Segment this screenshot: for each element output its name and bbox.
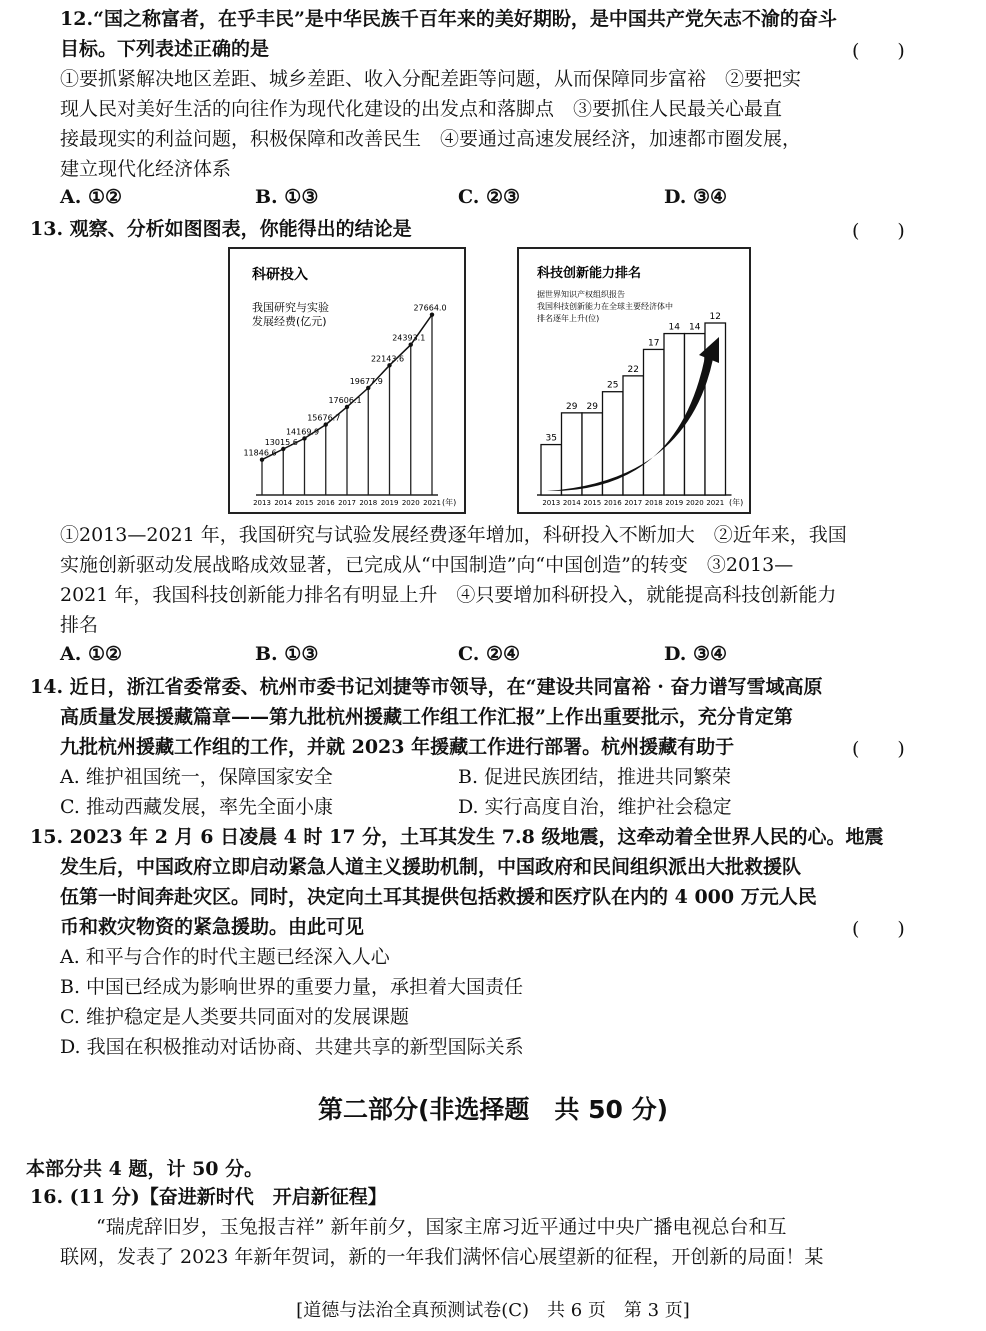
chart1-tick-2016: 2016	[316, 499, 335, 507]
chart2-title: 科技创新能力排名	[537, 266, 642, 281]
q15-line-4: 币和救灾物资的紧急援助。由此可见	[60, 916, 365, 938]
chart2-bar-2018	[644, 349, 665, 495]
chart1-tick-2018: 2018	[359, 499, 378, 507]
chart1-value-label-2019: 22143.6	[370, 354, 405, 364]
chart2-tick-2013: 2013	[542, 499, 561, 507]
chart1-value-label-2015: 14169.9	[285, 427, 320, 437]
chart2-value-label-2020: 14	[689, 322, 701, 333]
chart2-subtitle-2: 我国科技创新能力在全球主要经济体中	[537, 302, 673, 311]
q14-answer-paren: ( )	[852, 738, 905, 760]
chart1-value-label-2018: 19677.9	[349, 376, 383, 386]
q12-answer-paren: ( )	[852, 40, 905, 62]
chart2-value-label-2019: 14	[668, 322, 680, 333]
q13-option-c: C. ②④	[458, 643, 521, 665]
innovation-ranking-svg	[519, 249, 749, 512]
q13-option-d: D. ③④	[664, 643, 728, 665]
chart2-subtitle-1: 据世界知识产权组织报告	[537, 290, 625, 299]
chart1-tick-2021: 2021	[423, 499, 441, 507]
q15-line-2: 发生后，中国政府立即启动紧急人道主义援助机制，中国政府和民间组织派出大批救援队	[60, 856, 802, 878]
q15-option-d: D. 我国在积极推动对话协商、共建共享的新型国际关系	[60, 1036, 524, 1058]
chart2-tick-2016: 2016	[603, 499, 622, 507]
chart2-tick-2015: 2015	[583, 499, 602, 507]
chart1-tick-2013: 2013	[253, 499, 271, 507]
chart1-value-label-2021: 27664.0	[413, 303, 447, 313]
q15-line-1: 15. 2023 年 2 月 6 日凌晨 4 时 17 分，土耳其发生 7.8 级地震，这牵动着全世界人民的心。地震	[30, 826, 884, 848]
chart2-bar-2019	[664, 334, 685, 495]
chart1-value-label-2014: 13015.6	[264, 438, 298, 448]
q15-option-b: B. 中国已经成为影响世界的重要力量，承担着大国责任	[60, 976, 524, 998]
page-footer: [道德与法治全真预测试卷(C) 共 6 页 第 3 页]	[296, 1300, 690, 1321]
q14-option-b: B. 促进民族团结，推进共同繁荣	[458, 766, 732, 788]
chart2-tick-2019: 2019	[665, 499, 684, 507]
q13-line-1: ①2013—2021 年，我国研究与试验发展经费逐年增加，科研投入不断加大 ②近年来，我国	[60, 524, 847, 546]
chart2-tick-2017: 2017	[624, 499, 643, 507]
chart1-tick-2017: 2017	[338, 499, 356, 507]
chart2-xunit: (年)	[729, 498, 744, 507]
q13-option-a: A. ①②	[60, 643, 123, 665]
part2-intro: 本部分共 4 题，计 50 分。	[26, 1158, 264, 1180]
chart1-ylabel-line1: 我国研究与实验	[252, 301, 329, 314]
chart2-tick-2014: 2014	[562, 499, 581, 507]
chart2-value-label-2017: 22	[627, 364, 639, 375]
chart2-tick-2021: 2021	[706, 499, 725, 507]
chart1-tick-2015: 2015	[295, 499, 314, 507]
q12-line-1: 12.“国之称富者，在乎丰民”是中华民族千百年来的美好期盼，是中国共产党矢志不渝的奋斗	[60, 8, 837, 30]
q16-line-1: “瑞虎辞旧岁，玉兔报吉祥” 新年前夕，国家主席习近平通过中央广播电视总台和互	[96, 1216, 787, 1238]
q14-option-c: C. 推动西藏发展，率先全面小康	[60, 796, 333, 818]
q14-line-2: 高质量发展援藏篇章——第九批杭州援藏工作组工作汇报”上作出重要批示，充分肯定第	[60, 706, 793, 728]
q12-option-c: C. ②③	[458, 186, 521, 208]
part2-title: 第二部分(非选择题 共 50 分)	[317, 1095, 669, 1124]
chart1-value-label-2017: 17606.1	[328, 395, 362, 405]
chart2-bar-2017	[623, 376, 644, 495]
chart2-value-label-2016: 25	[607, 380, 619, 391]
q12-option-d: D. ③④	[664, 186, 728, 208]
chart1-value-label-2016: 15676.7	[307, 413, 341, 423]
q13-line-2: 实施创新驱动发展战略成效显著，已完成从“中国制造”向“中国创造”的转变 ③2013—	[60, 554, 794, 576]
q15-option-c: C. 维护稳定是人类要共同面对的发展课题	[60, 1006, 409, 1028]
innovation-ranking-chart	[517, 247, 751, 514]
chart2-tick-2020: 2020	[685, 499, 704, 507]
q16-line-2: 联网，发表了 2023 年新年贺词，新的一年我们满怀信心展望新的征程，开创新的局面！某	[60, 1246, 824, 1268]
chart1-ylabel-line2: 发展经费(亿元)	[252, 315, 327, 328]
q12-line-3: ①要抓紧解决地区差距、城乡差距、收入分配差距等问题，从而保障同步富裕 ②要把实	[60, 68, 802, 90]
research-investment-svg	[230, 249, 464, 512]
research-investment-chart	[228, 247, 466, 514]
q16-heading: 16. (11 分)【奋进新时代 开启新征程】	[30, 1186, 387, 1208]
q13-option-b: B. ①③	[255, 643, 319, 665]
q15-line-3: 伍第一时间奔赴灾区。同时，决定向土耳其提供包括救援和医疗队在内的 4 000 万元人民	[60, 886, 817, 908]
chart2-value-label-2021: 12	[709, 312, 721, 322]
chart2-value-label-2013: 35	[545, 433, 557, 444]
chart2-value-label-2014: 29	[566, 401, 578, 412]
chart2-subtitle-3: 排名逐年上升(位)	[537, 314, 600, 323]
q12-option-a: A. ①②	[60, 186, 123, 208]
q15-option-a: A. 和平与合作的时代主题已经深入人心	[60, 946, 390, 968]
q14-line-1: 14. 近日，浙江省委常委、杭州市委书记刘捷等市领导，在“建设共同富裕 · 奋力谱写雪域高原	[30, 676, 823, 698]
q12-line-6: 建立现代化经济体系	[60, 158, 232, 180]
q14-option-d: D. 实行高度自治，维护社会稳定	[458, 796, 732, 818]
chart2-bar-2013	[541, 445, 562, 495]
chart2-bar-2014	[562, 413, 583, 495]
q13-stem: 13. 观察、分析如图图表，你能得出的结论是	[30, 218, 412, 240]
chart1-xunit: (年)	[442, 498, 457, 507]
q13-answer-paren: ( )	[852, 220, 905, 242]
q12-line-5: 接最现实的利益问题，积极保障和改善民生 ④要通过高速发展经济，加速都市圈发展，	[60, 128, 802, 150]
chart1-tick-2019: 2019	[380, 499, 399, 507]
chart1-value-label-2020: 24393.1	[392, 333, 426, 343]
q13-line-4: 排名	[60, 614, 99, 636]
chart2-value-label-2018: 17	[648, 338, 660, 349]
chart1-tick-2020: 2020	[401, 499, 420, 507]
q14-option-a: A. 维护祖国统一，保障国家安全	[60, 766, 333, 788]
q12-line-2: 目标。下列表述正确的是	[60, 38, 270, 60]
q15-answer-paren: ( )	[852, 918, 905, 940]
q12-line-4: 现人民对美好生活的向往作为现代化建设的出发点和落脚点 ③要抓住人民最关心最直	[60, 98, 783, 120]
q14-line-3: 九批杭州援藏工作组的工作，并就 2023 年援藏工作进行部署。杭州援藏有助于	[60, 736, 735, 758]
chart2-tick-2018: 2018	[644, 499, 663, 507]
q13-line-3: 2021 年，我国科技创新能力排名有明显上升 ④只要增加科研投入，就能提高科技创新能力	[60, 584, 837, 606]
chart1-value-label-2013: 11846.6	[243, 448, 277, 458]
q12-option-b: B. ①③	[255, 186, 319, 208]
chart1-tick-2014: 2014	[274, 499, 293, 507]
chart2-value-label-2015: 29	[586, 401, 598, 412]
chart1-title: 科研投入	[252, 267, 308, 283]
